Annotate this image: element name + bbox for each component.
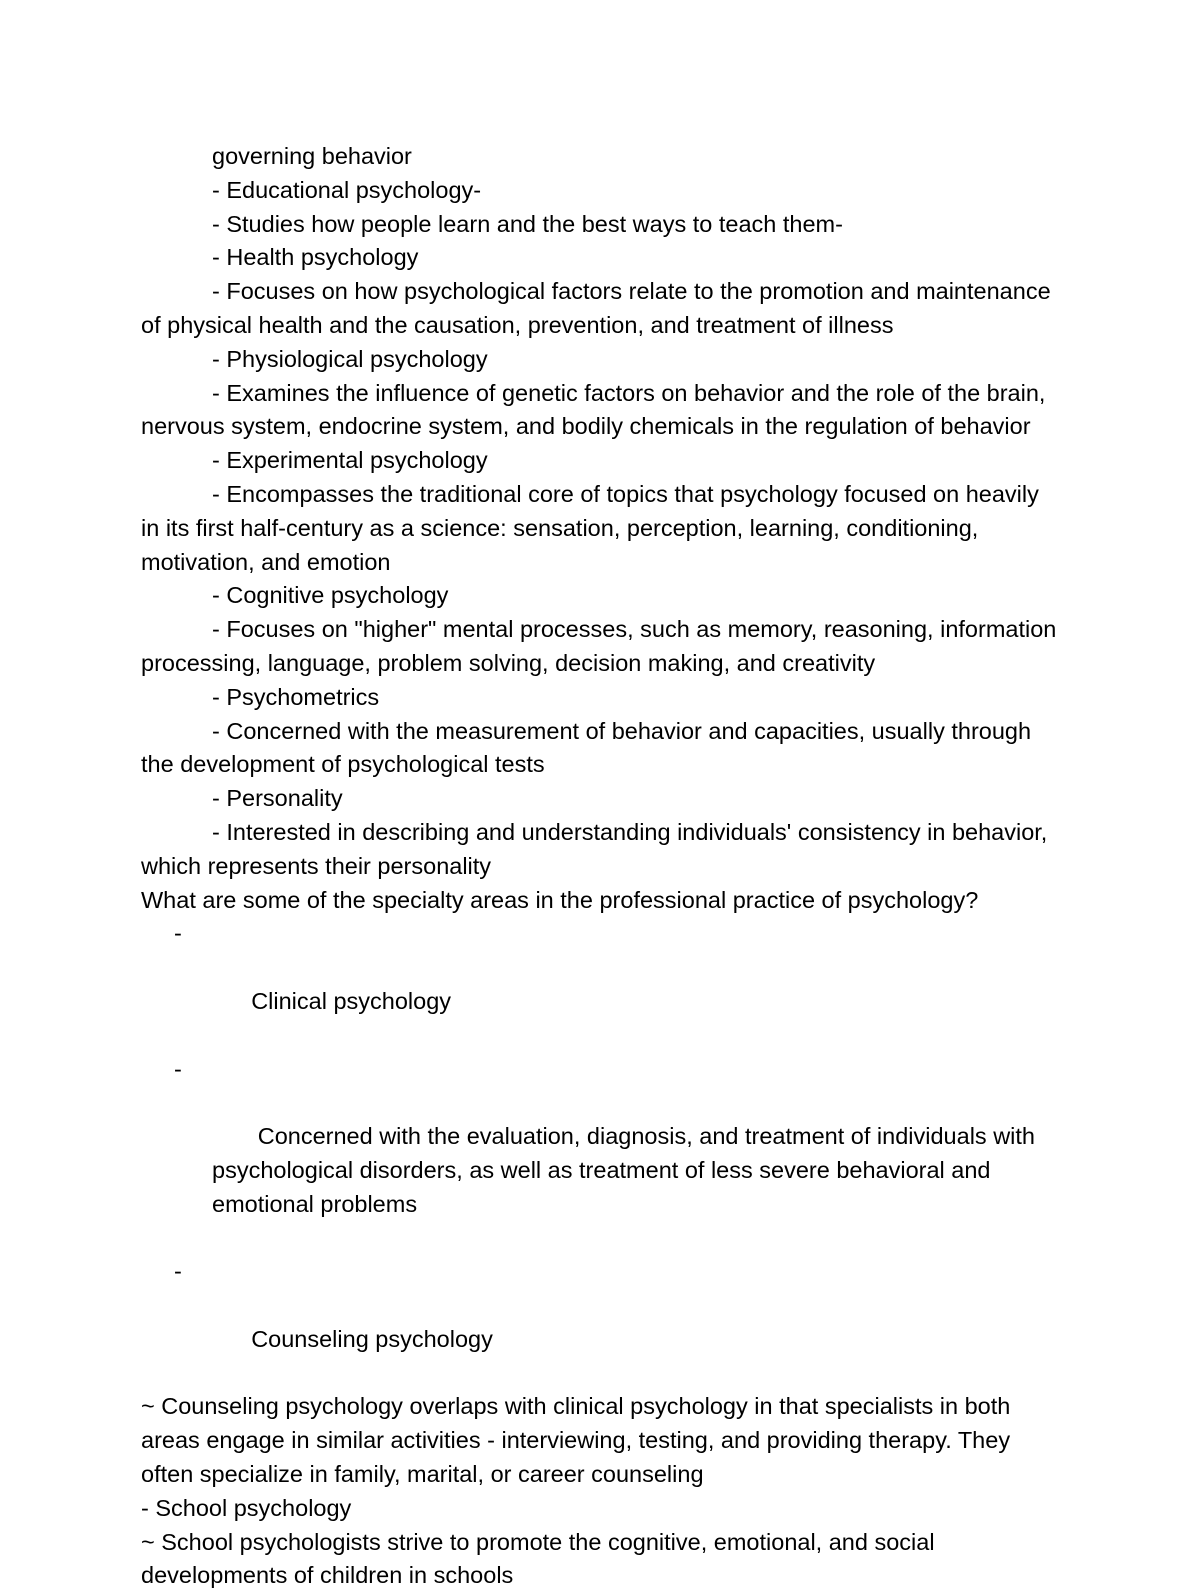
paragraph: - Examines the influence of genetic factors on behavior and the role of the brain, nervous system, endocrine system, and bodily chemicals in the regulation of behavior (141, 379, 1052, 440)
list-item (141, 1053, 1061, 1256)
paragraph: - Personality (212, 785, 343, 812)
paragraph: - Cognitive psychology (212, 582, 449, 609)
paragraph: - Encompasses the traditional core of topics that psychology focused on heavily in its first half-century as a science: sensation, perception, learning, conditioning, motivation, and emotion (141, 480, 1046, 575)
paragraph: - Studies how people learn and the best ways to teach them- (212, 210, 843, 237)
list-item (141, 1255, 1061, 1390)
list-item-text: Clinical psychology (251, 987, 452, 1014)
bullet-marker: - (174, 920, 182, 947)
paragraph: - Physiological psychology (212, 345, 488, 372)
list-item (141, 917, 1061, 1052)
paragraph: - Psychometrics (212, 683, 380, 710)
paragraph: - Educational psychology- (212, 176, 482, 203)
paragraph: - Health psychology (212, 244, 419, 271)
question-heading: What are some of the specialty areas in the professional practice of psychology? (141, 886, 979, 913)
paragraph: - Experimental psychology (212, 447, 488, 474)
list-item-text: Counseling psychology (251, 1325, 493, 1352)
paragraph: - Concerned with the measurement of behavior and capacities, usually through the development of psychological tests (141, 717, 1038, 778)
paragraph: governing behavior (212, 143, 412, 169)
paragraph: - Focuses on how psychological factors relate to the promotion and maintenance of physical health and the causation, prevention, and treatment of illness (141, 278, 1058, 338)
document-body (141, 140, 1061, 1593)
bullet-marker: - (174, 1055, 182, 1082)
bullet-marker: - (174, 1258, 182, 1285)
paragraph: ~ School psychologists strive to promote the cognitive, emotional, and social developments of children in schools (141, 1528, 942, 1589)
paragraph: - School psychology (141, 1494, 352, 1521)
paragraph: - Focuses on "higher" mental processes, such as memory, reasoning, information processing, language, problem solving, decision making, and creativity (141, 616, 1063, 676)
paragraph: ~ Counseling psychology overlaps with clinical psychology in that specialists in both areas engage in similar activities - interviewing, testing, and providing therapy. They often specialize in family, marital, or career counseling (141, 1393, 1017, 1488)
list-item-text: Concerned with the evaluation, diagnosis, and treatment of individuals with psychological disorders, as well as treatment of less severe behavioral and emotional problems (212, 1123, 1042, 1217)
paragraph: - Interested in describing and understanding individuals' consistency in behavior, which represents their personality (141, 818, 1054, 879)
